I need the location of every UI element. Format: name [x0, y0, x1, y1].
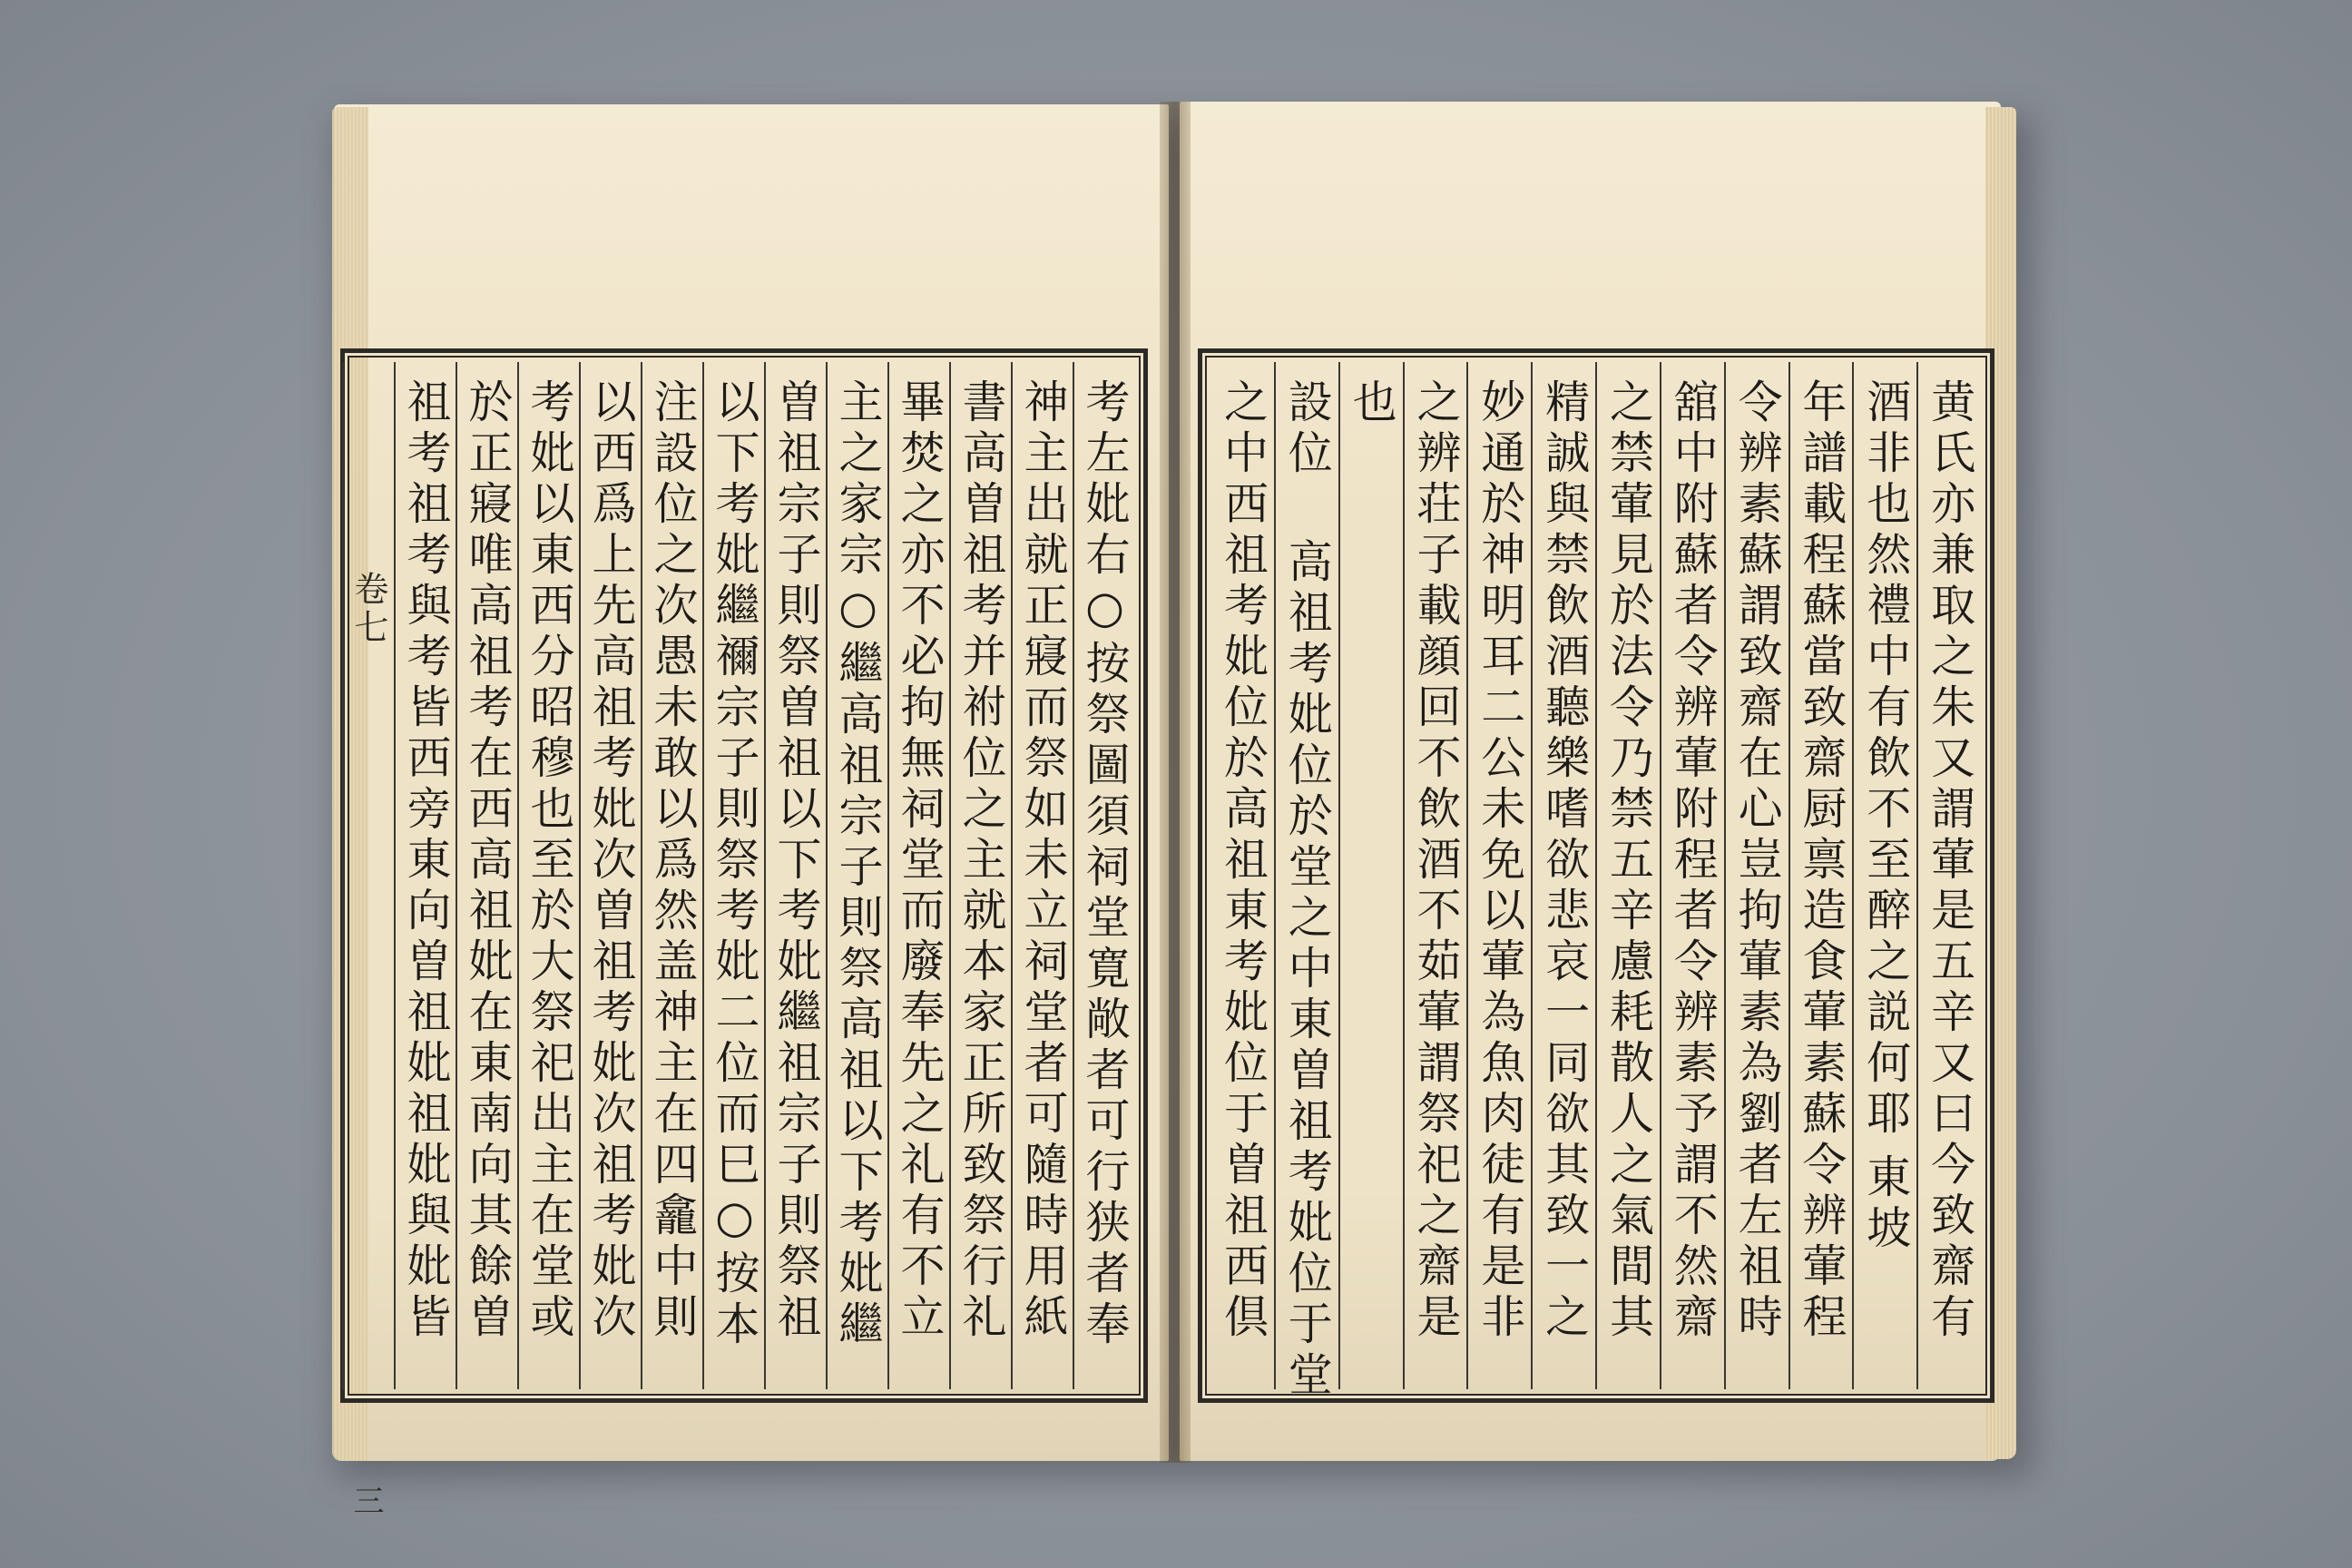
text-column [1466, 362, 1531, 1389]
text-column [1211, 362, 1274, 1389]
column-text: 注設位之次愚未敢以爲然盖神主在四龕中則 [647, 378, 699, 1344]
text-column [1916, 362, 1981, 1389]
column-text: 書高曽祖考并祔位之主就本家正所致祭行礼 [956, 378, 1007, 1344]
column-text: 之辨荘子載顔回不飲酒不茹葷謂祭祀之齋是 [1409, 378, 1462, 1344]
text-column [764, 362, 826, 1389]
column-text: 之禁葷見於法令乃禁五辛慮耗散人之氣間其 [1602, 378, 1655, 1344]
text-column [394, 362, 456, 1389]
book-gutter [1160, 102, 1191, 1463]
column-text: 祖考祖考與考皆西旁東向曽祖妣祖妣與妣皆 [400, 378, 452, 1344]
text-column [1531, 362, 1595, 1389]
right-columns [1211, 362, 1981, 1402]
fold-margin [342, 362, 394, 1520]
text-column [949, 362, 1011, 1389]
column-text: 酒非也然禮中有飲不至醉之説何耶 [1859, 378, 1912, 1141]
column-text: 神主出就正寢而祭如未立祠堂者可隨時用紙 [1017, 378, 1069, 1344]
column-text: 以西爲上先高祖考妣次曽祖考妣次祖考妣次 [585, 378, 637, 1344]
column-text: 妙通於神明耳二公未免以葷為魚肉徒有是非 [1474, 378, 1526, 1344]
column-text: 令辨素蘇謂致齋在心豈拘葷素為劉者左祖時 [1731, 378, 1784, 1344]
text-column [579, 362, 641, 1389]
column-text: 設位 高祖考妣位於堂之中東曽祖考妣位于堂 [1281, 378, 1334, 1402]
text-column [826, 362, 887, 1389]
text-column [641, 362, 702, 1389]
text-column [1338, 362, 1403, 1389]
column-text: 於正寢唯高祖考在西高祖妣在東南向其餘曽 [462, 378, 514, 1344]
text-column [1595, 362, 1660, 1389]
text-column [456, 362, 517, 1389]
column-text: 曽祖宗子則祭曽祖以下考妣繼祖宗子則祭祖 [770, 378, 822, 1344]
left-columns [348, 362, 1134, 1520]
text-column [702, 362, 764, 1389]
column-text: 考左妣右○按祭圖須祠堂寛敞者可行狭者奉 [1079, 378, 1131, 1351]
text-column [1011, 362, 1073, 1389]
volume-label: 卷七 [348, 571, 388, 647]
column-text: 以下考妣繼禰宗子則祭考妣二位而巳○按本 [709, 378, 760, 1351]
text-column [1852, 362, 1916, 1389]
right-text-frame [1198, 348, 1994, 1403]
column-text: 主之家宗○繼高祖宗子則祭高祖以下考妣繼 [832, 378, 884, 1351]
column-text: 舘中附蘇者令辨葷附程者令辨素予謂不然齋 [1667, 378, 1720, 1344]
column-text: 黄氏亦兼取之朱又謂葷是五辛又曰今致齋有 [1924, 378, 1976, 1344]
inline-note: 東坡 [1859, 1153, 1912, 1255]
text-column [1724, 362, 1788, 1389]
column-text: 年譜載程蘇當致齋厨禀造食葷素蘇令辨葷程 [1795, 378, 1847, 1344]
column-text: 畢焚之亦不必拘無祠堂而廢奉先之礼有不立 [894, 378, 946, 1344]
text-column [1660, 362, 1724, 1389]
left-text-frame [340, 348, 1148, 1520]
text-column [887, 362, 949, 1389]
page-number: 三 [353, 1484, 385, 1520]
text-column [1073, 362, 1134, 1389]
column-text: 精誠與禁飲酒聽樂嗜欲悲哀一同欲其致一之 [1538, 378, 1591, 1344]
text-column [1403, 362, 1467, 1389]
text-column [1274, 362, 1338, 1402]
text-column [517, 362, 579, 1389]
column-text: 之中西祖考妣位於高祖東考妣位于曽祖西倶 [1217, 378, 1269, 1344]
column-text: 也 [1346, 378, 1398, 429]
text-column [1788, 362, 1853, 1389]
column-text: 考妣以東西分昭穆也至於大祭祀出主在堂或 [524, 378, 575, 1344]
